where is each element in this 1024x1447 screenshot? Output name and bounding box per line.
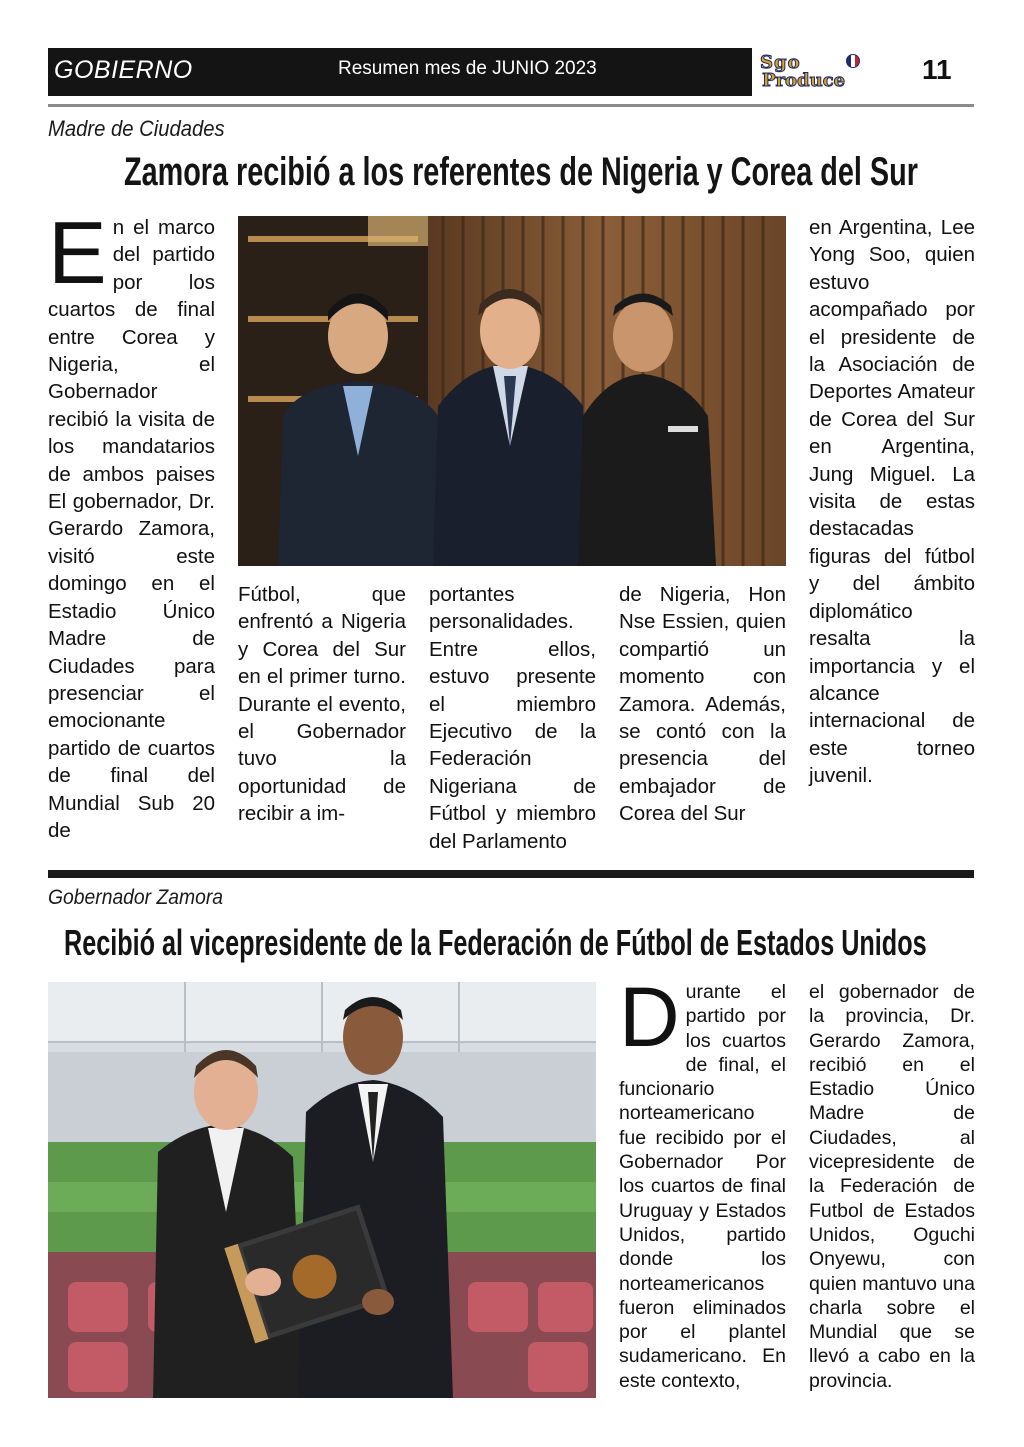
article2-kicker: Gobernador Zamora (48, 886, 224, 909)
photo-officials-meeting (238, 216, 786, 566)
header-rule (48, 104, 974, 107)
publication-logo (760, 52, 900, 92)
section-name: GOBIERNO (54, 56, 193, 84)
article1-column-5: en Argentina, Lee Yong Soo, quien estuvo acompañado por el presidente de la Asociación de Deportes Amateur de Corea del Sur en Argentina, Jung Miguel. La visita de estas destacadas figuras del fútbol y del ámbito diplomático resalta la importancia y el alcance internacional de este torneo juvenil. (809, 216, 975, 788)
dropcap: D (619, 970, 680, 1064)
photo-stadium-meeting (48, 982, 596, 1398)
article1-column-1 (48, 203, 215, 844)
article2-photo (48, 982, 596, 1398)
logo-text-bottom: Produce (762, 70, 846, 91)
article1-column-2: Fútbol, que enfrentó a Nigeria y Corea del Sur en el primer turno. Durante el evento, el Gobernador tuvo la oportunidad de recibir a im- (238, 583, 406, 826)
dropcap: E (48, 203, 107, 302)
article1-col1-text: n el marco del partido por los cuartos de final entre Corea y Nigeria, el Gobernador recibió la visita de los mandatarios de ambos paises El gobernador, Dr. Gerardo Zamora, visitó este domingo en el Estadio Único Madre de Ciudades para presenciar el emocionante partido de cuartos de final del Mundial Sub 20 de (48, 216, 215, 842)
issue-summary: Resumen mes de JUNIO 2023 (338, 58, 597, 79)
article2-column-1 (619, 970, 786, 1393)
page-number: 11 (922, 54, 952, 85)
article1-kicker: Madre de Ciudades (48, 116, 225, 141)
article1-column-3: portantes personalidades. Entre ellos, estuvo presente el miembro Ejecutivo de la Federación Nigeriana de Fútbol y miembro del Parlamento (429, 583, 596, 853)
page-header (48, 48, 974, 98)
article2-column-2: el gobernador de la provincia, Dr. Gerardo Zamora, recibió en el Estadio Único Madre de Ciudades, al vicepresidente de la Federación de Futbol de Estados Unidos, Oguchi Onyewu, con quien mantuvo una charla sobre el Mundial que se llevó a cabo en la provincia. (809, 981, 975, 1392)
logo-text-top: Sgo (760, 52, 801, 73)
article2-headline: Recibió al vicepresidente de la Federación de Fútbol de Estados Unidos (64, 922, 927, 963)
article1-photo (238, 216, 786, 566)
article2-col1-text: urante el partido por los cuartos de final, el funcionario norteamericano fue recibido por el Gobernador Por los cuartos de final Uruguay y Estados Unidos, partido donde los norteamericanos fueron eliminados por el plantel sudamericano. En este contexto, (619, 981, 786, 1392)
flag-icon (846, 54, 860, 68)
header-bar (48, 48, 752, 96)
article1-headline: Zamora recibió a los referentes de Nigeria y Corea del Sur (124, 150, 918, 194)
article-divider (48, 870, 974, 878)
article1-column-4: de Nigeria, Hon Nse Essien, quien compartió un momento con Zamora. Además, se contó con la presencia del embajador de Corea del Sur (619, 583, 786, 826)
